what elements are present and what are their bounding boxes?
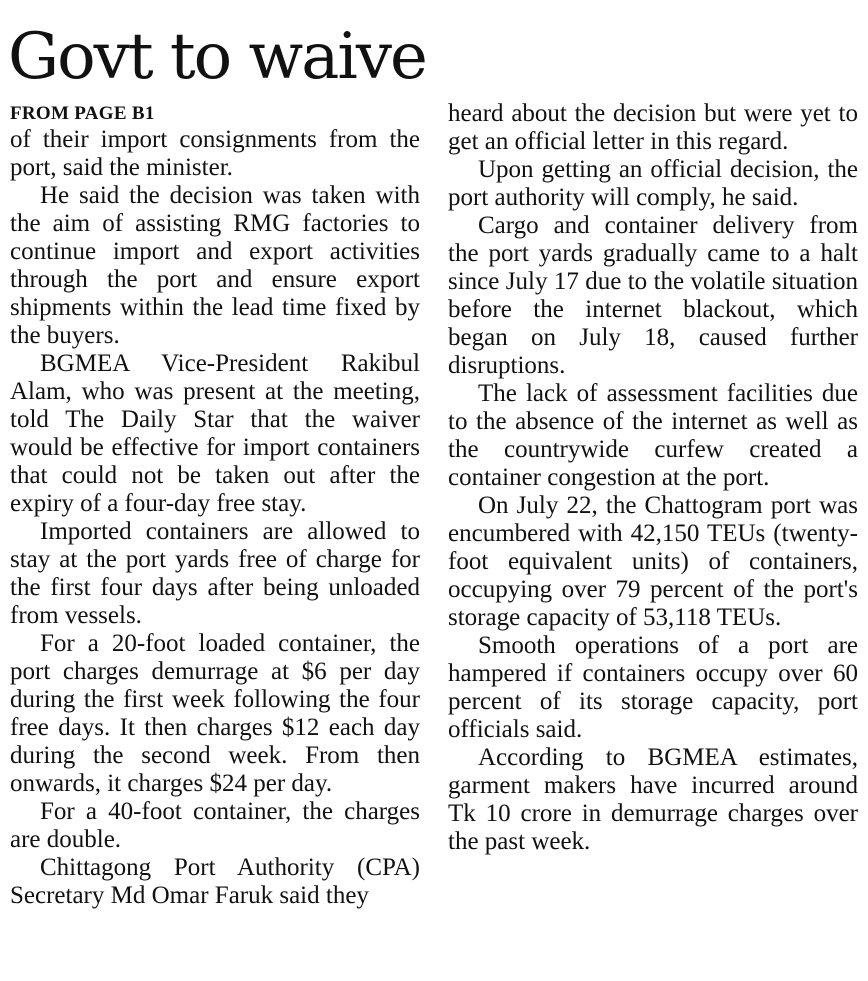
paragraph: According to BGMEA estimates, garment makers have incurred around Tk 10 crore in demurrage charges over the past week. bbox=[448, 744, 858, 855]
paragraph: For a 40-foot container, the charges are double. bbox=[10, 798, 420, 853]
paragraph: BGMEA Vice-President Rakibul Alam, who was present at the meeting, told The Daily Star that the waiver would be effective for import containers that could not be taken out after the expiry of a four-day free stay. bbox=[10, 350, 420, 517]
paragraph: heard about the decision but were yet to get an official letter in this regard. bbox=[448, 100, 858, 155]
paragraph: Upon getting an official decision, the port authority will comply, he said. bbox=[448, 156, 858, 211]
paragraph: Smooth operations of a port are hampered if containers occupy over 60 percent of its storage capacity, port officials said. bbox=[448, 632, 858, 743]
article-column-left bbox=[10, 100, 420, 910]
paragraph: of their import consignments from the port, said the minister. bbox=[10, 126, 420, 181]
paragraph: On July 22, the Chattogram port was encumbered with 42,150 TEUs (twenty-foot equivalent units) of containers, occupying over 79 percent of the port's storage capacity of 53,118 TEUs. bbox=[448, 492, 858, 631]
paragraph: Cargo and container delivery from the port yards gradually came to a halt since July 17 due to the volatile situation before the internet blackout, which began on July 18, caused further disruptions. bbox=[448, 212, 858, 379]
dateline: FROM PAGE B1 bbox=[10, 103, 155, 124]
headline: Govt to waive bbox=[8, 20, 426, 94]
paragraph: The lack of assessment facilities due to the absence of the internet as well as the countrywide curfew created a container congestion at the port. bbox=[448, 380, 858, 491]
paragraph: Chittagong Port Authority (CPA) Secretary Md Omar Faruk said they bbox=[10, 854, 420, 909]
article-column-right bbox=[448, 100, 858, 856]
paragraph: He said the decision was taken with the aim of assisting RMG factories to continue import and export activities through the port and ensure export shipments within the lead time fixed by the buyers. bbox=[10, 182, 420, 349]
paragraph: For a 20-foot loaded container, the port charges demurrage at $6 per day during the first week following the four free days. It then charges $12 each day during the second week. From then onwards, it charges $24 per day. bbox=[10, 630, 420, 797]
paragraph: Imported containers are allowed to stay at the port yards free of charge for the first four days after being unloaded from vessels. bbox=[10, 518, 420, 629]
